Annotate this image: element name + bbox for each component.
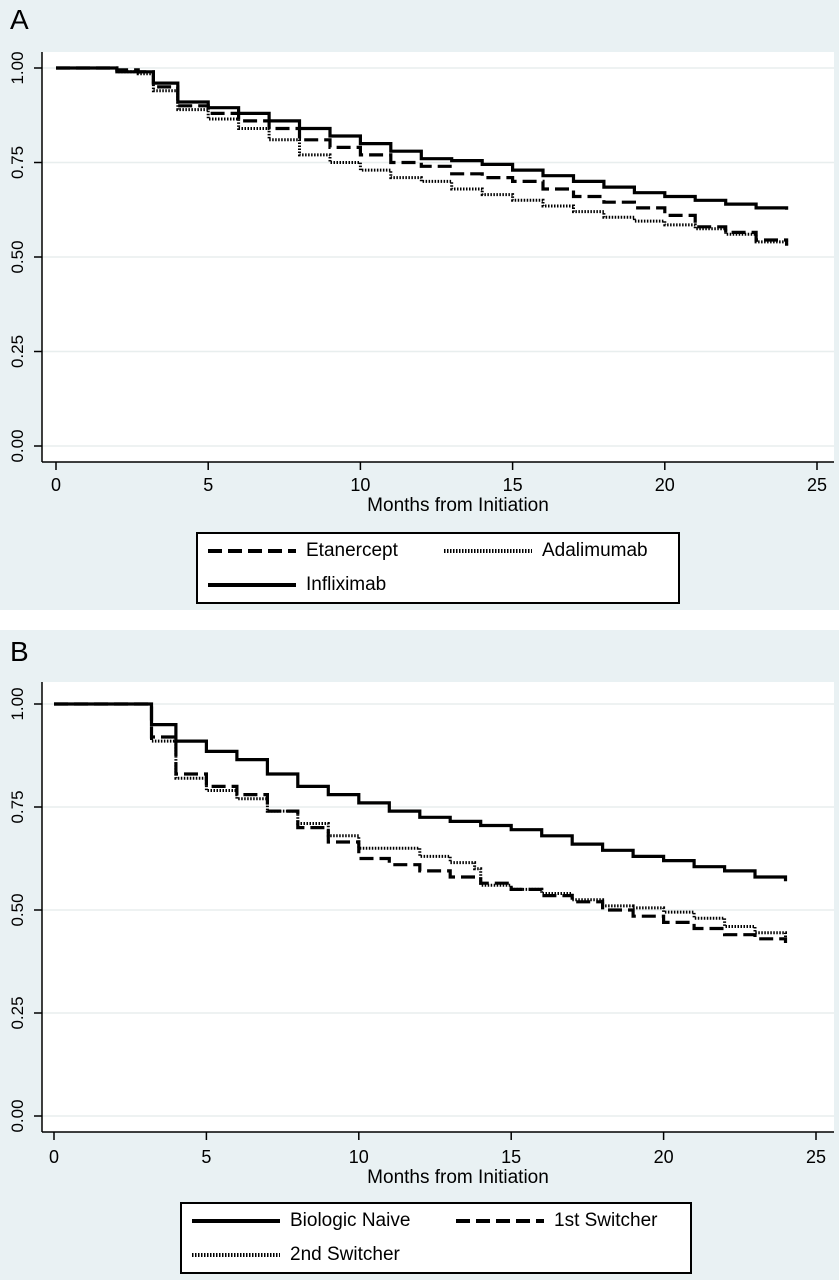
legend-a-item-2 <box>442 540 648 562</box>
legend-b-item-3 <box>190 1244 400 1266</box>
panel-b-letter: B <box>10 636 29 667</box>
chart-b <box>0 630 839 1280</box>
x-tick-label: 10 <box>348 1147 369 1167</box>
legend-b-label-1st: 1st Switcher <box>554 1210 658 1231</box>
x-tick-label: 0 <box>48 1147 60 1167</box>
y-tick-label: 0.75 <box>8 145 27 180</box>
legend-b-swatch-2nd <box>190 1250 282 1260</box>
x-axis-label: Months from Initiation <box>367 1167 549 1188</box>
x-tick-label: 5 <box>201 1147 212 1167</box>
y-tick-label: 0.25 <box>8 334 27 369</box>
legend-a-swatch-etanercept <box>206 546 298 556</box>
legend-b-item-1 <box>190 1210 410 1232</box>
legend-b-label-naive: Biologic Naive <box>290 1210 411 1231</box>
x-tick-label: 15 <box>501 1147 522 1167</box>
panel-b <box>0 630 839 1280</box>
x-axis-label: Months from Initiation <box>367 495 549 516</box>
legend-a-label-etanercept: Etanercept <box>306 540 398 561</box>
x-tick-label: 10 <box>350 475 371 495</box>
x-tick-label: 15 <box>502 475 523 495</box>
y-tick-label: 0.00 <box>8 1099 27 1133</box>
panel-gap <box>0 610 839 630</box>
x-tick-label: 25 <box>805 1147 827 1167</box>
panel-a <box>0 0 839 610</box>
y-tick-label: 0.50 <box>8 240 27 274</box>
legend-a-label-infliximab: Infliximab <box>306 574 387 595</box>
legend-a-swatch-adalimumab <box>442 546 534 556</box>
x-tick-label: 20 <box>654 475 675 495</box>
y-tick-label: 1.00 <box>8 51 27 85</box>
legend-b-label-2nd: 2nd Switcher <box>290 1244 400 1265</box>
x-tick-label: 0 <box>50 475 62 495</box>
legend-a-label-adalimumab: Adalimumab <box>542 540 648 561</box>
y-tick-label: 0.75 <box>8 790 27 824</box>
plot-area <box>42 682 834 1132</box>
x-tick-label: 5 <box>203 475 214 495</box>
legend-a-swatch-infliximab <box>206 580 298 590</box>
legend-a <box>196 532 680 604</box>
legend-b-swatch-naive <box>190 1216 282 1226</box>
legend-b-item-2 <box>454 1210 657 1232</box>
legend-b <box>180 1202 692 1274</box>
legend-b-swatch-1st <box>454 1216 546 1226</box>
legend-a-item-3 <box>206 574 386 596</box>
x-tick-label: 25 <box>806 475 828 495</box>
y-tick-label: 0.50 <box>8 893 27 927</box>
legend-a-item-1 <box>206 540 398 562</box>
y-tick-label: 1.00 <box>8 687 27 721</box>
y-tick-label: 0.00 <box>8 429 27 463</box>
chart-a <box>0 0 839 610</box>
y-tick-label: 0.25 <box>8 996 27 1030</box>
x-tick-label: 20 <box>653 1147 674 1167</box>
panel-a-letter: A <box>10 4 29 35</box>
